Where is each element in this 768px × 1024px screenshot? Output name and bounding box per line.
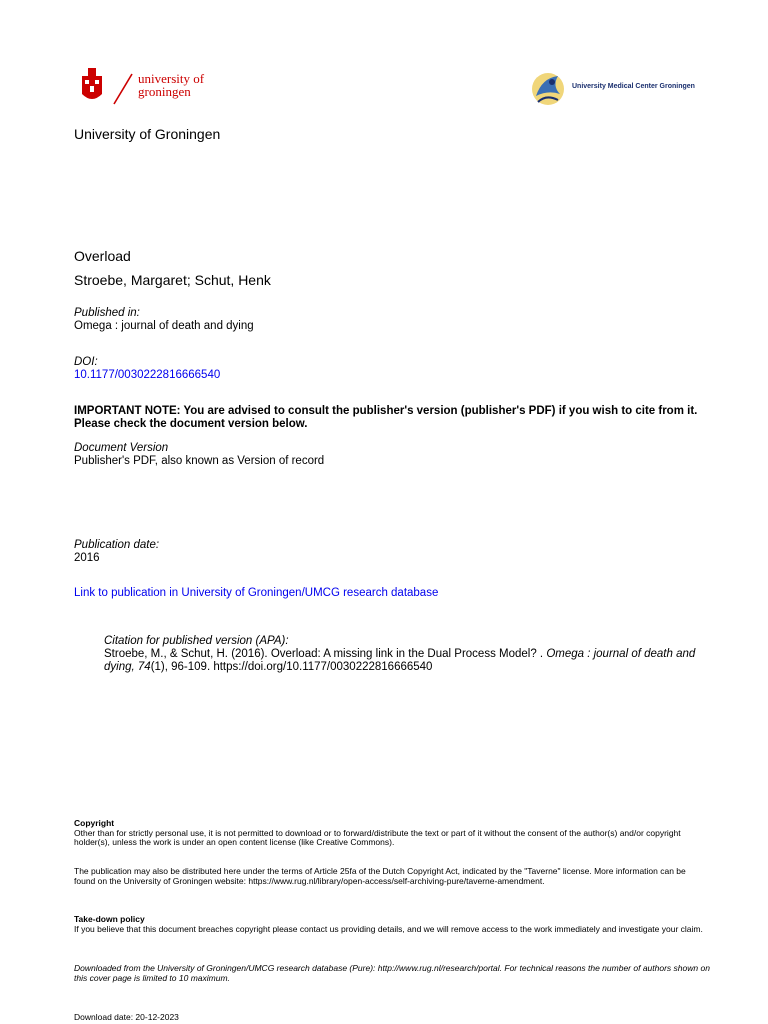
publication-title: Overload <box>74 248 131 264</box>
takedown-text: If you believe that this document breaches copyright please contact us providing details, and we will remove access to the work immediately and investigate your claim. <box>74 923 703 934</box>
publication-authors: Stroebe, Margaret; Schut, Henk <box>74 272 271 288</box>
downloaded-from: Downloaded from the University of Groningen/UMCG research database (Pure): http://www.rug.nl/research/portal. For technical reasons the number of authors shown on this cover page is limited to 10 maximum. <box>74 963 710 983</box>
copyright-section <box>74 819 704 848</box>
database-link[interactable]: Link to publication in University of Groningen/UMCG research database <box>74 587 439 599</box>
citation <box>104 635 724 674</box>
document-version <box>74 442 324 468</box>
citation-journal: Omega : journal of death and dying <box>104 648 696 673</box>
institution-name: University of Groningen <box>74 126 221 142</box>
umcg-logo <box>528 68 708 110</box>
download-date: Download date: 20-12-2023 <box>74 1012 179 1022</box>
published-in-value: Omega : journal of death and dying <box>74 320 254 332</box>
rug-logo <box>80 66 230 110</box>
rug-crest-icon <box>80 66 136 110</box>
publication-date-label: Publication date: <box>74 539 160 551</box>
doi <box>74 356 220 382</box>
citation-volume: 74 <box>137 661 151 673</box>
publication-date <box>74 539 159 565</box>
takedown-heading: Take-down policy <box>74 914 145 924</box>
citation-comma: , <box>131 661 138 673</box>
doi-link[interactable]: 10.1177/0030222816666540 <box>74 369 221 381</box>
citation-part2: (1), 96-109. https://doi.org/10.1177/0030222816666540 <box>150 661 433 673</box>
important-note: IMPORTANT NOTE: You are advised to consult the publisher's version (publisher's PDF) if you wish to cite from it. Please check the document version below. <box>74 405 698 430</box>
taverne-text: The publication may also be distributed here under the terms of Article 25fa of the Dutch Copyright Act, indicated by the "Taverne" license. More information can be found on the University of Groningen website: https://www.rug.nl/library/open-access/self-archiving-pure/taverne-amendment. <box>74 866 686 886</box>
citation-part1: Stroebe, M., & Schut, H. (2016). Overload: A missing link in the Dual Process Model? . <box>104 648 547 660</box>
document-version-label: Document Version <box>74 442 169 454</box>
published-in-label: Published in: <box>74 307 140 319</box>
umcg-emblem-icon <box>528 68 568 110</box>
publication-date-value: 2016 <box>74 552 100 564</box>
takedown-section <box>74 915 714 934</box>
published-in <box>74 307 254 333</box>
copyright-text: Other than for strictly personal use, it is not permitted to download or to forward/distribute the text or part of it without the consent of the author(s) and/or copyright holder(s), unless the work is under an open content license (like Creative Commons). <box>74 827 681 847</box>
umcg-wordmark: University Medical Center Groningen <box>572 83 695 90</box>
doi-label: DOI: <box>74 356 98 368</box>
citation-text <box>104 648 724 674</box>
document-version-value: Publisher's PDF, also known as Version of record <box>74 455 325 467</box>
copyright-heading: Copyright <box>74 818 115 828</box>
rug-wordmark: university of groningen <box>138 71 205 99</box>
citation-label: Citation for published version (APA): <box>104 635 289 647</box>
